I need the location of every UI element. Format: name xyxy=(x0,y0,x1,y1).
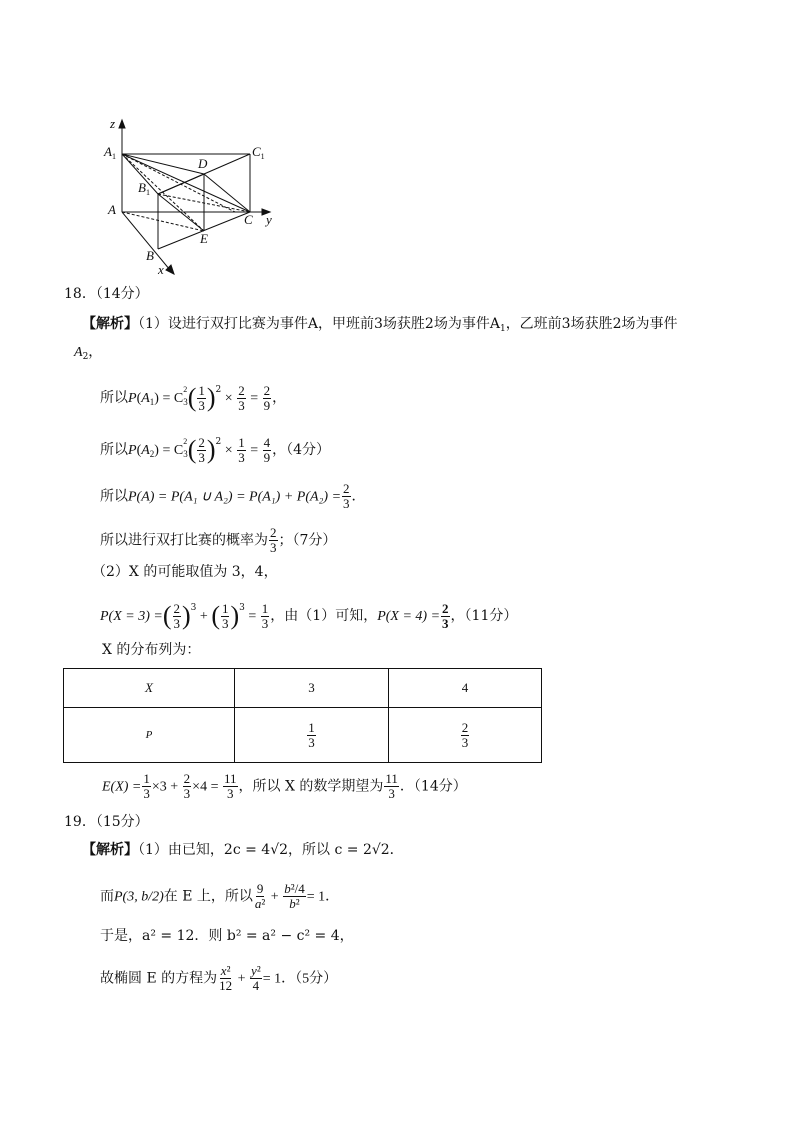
d-label: D xyxy=(198,156,208,171)
q18-intro-line1: 【解析】（1）设进行双打比赛为事件A，甲班前3场获胜2场为事件$A_1$，乙班前3场获胜2场为事件 xyxy=(82,316,678,334)
a1-label: $A_1$ xyxy=(104,144,116,161)
table-row xyxy=(64,669,542,708)
px-line: P(X = 3) =( $\frac{2}{3}$ )$^3$ + ( $\frac{1}{3}$ )$^3$ = $\frac{1}{3}$ ，由（1）可知，P(X = 4) = $\frac{2}{3}$ ，（11分） xyxy=(100,600,518,631)
dist-title: X 的分布列为： xyxy=(102,642,201,658)
z-label: z xyxy=(110,116,116,131)
q19-line2: 而P(3, b/2)在 E 上，所以 $\frac{9}{\text{a²}}$ + $\frac{\text{b²/4}}{\text{b²}}$ = 1． xyxy=(100,881,340,911)
table-header-x: X xyxy=(64,669,235,708)
table-row xyxy=(64,708,542,763)
prism-figure xyxy=(100,112,290,282)
table-header-3: 3 xyxy=(235,669,389,708)
q19-line1: 【解析】（1）由已知，2c = 4√2，所以 c = 2√2． xyxy=(82,842,404,858)
union-line: 所以P(A) = P(A₁ ∪ A₂) = P(A₁) + P(A₂) = $\frac{2}{3}$ ． xyxy=(100,481,366,511)
table-row-label: P xyxy=(64,708,235,763)
y-label: y xyxy=(266,212,272,227)
analysis-tag: 【解析】 xyxy=(82,316,138,332)
q19-line4: 故椭圆 E 的方程为 $\frac{\text{x²}}{12}$ + $\frac{\text{y²}}{4}$ = 1．（5分） xyxy=(100,963,338,993)
prob-line: 所以进行双打比赛的概率为 $\frac{2}{3}$ ；（7分） xyxy=(100,525,337,555)
expect-line: E(X) = $\frac{1}{3}$ ×3 + $\frac{2}{3}$ ×4 = $\frac{11}{3}$ ，所以 X 的数学期望为 $\frac{11}{3}$ ．（14分） xyxy=(102,771,467,801)
e-label: E xyxy=(200,231,208,246)
table-header-4: 4 xyxy=(389,669,542,708)
c1-label: $C_1$ xyxy=(252,144,265,161)
b1-label: $B_1$ xyxy=(138,180,150,197)
p-a2-line: 所以$P(A_2) = C^2_3$( $\frac{2}{3}$ )$^2$ × $\frac{1}{3}$ = $\frac{4}{9}$ ，（4分） xyxy=(100,434,331,465)
q19-heading: 19．（15分） xyxy=(64,814,149,830)
q18-heading: 18．（14分） xyxy=(64,286,149,302)
table-cell-p3: $\frac{1}{3}$ xyxy=(235,708,389,763)
table-cell-p4: $\frac{2}{3}$ xyxy=(389,708,542,763)
distribution-table xyxy=(63,668,542,763)
part2-line: （2）X 的可能取值为 3，4， xyxy=(92,564,278,580)
q19-line3: 于是，a² = 12．则 b² = a² − c² = 4， xyxy=(100,928,354,944)
b-label: B xyxy=(146,248,154,263)
c-label: C xyxy=(244,212,253,227)
x-label: x xyxy=(158,262,164,277)
a-label: A xyxy=(108,202,116,217)
p-a1-line: 所以$P(A_1) = C^2_3$( $\frac{1}{3}$ )$^2$ × $\frac{2}{3}$ = $\frac{2}{9}$ ， xyxy=(100,382,287,413)
q18-intro-line2: $A_2$， xyxy=(74,344,103,362)
